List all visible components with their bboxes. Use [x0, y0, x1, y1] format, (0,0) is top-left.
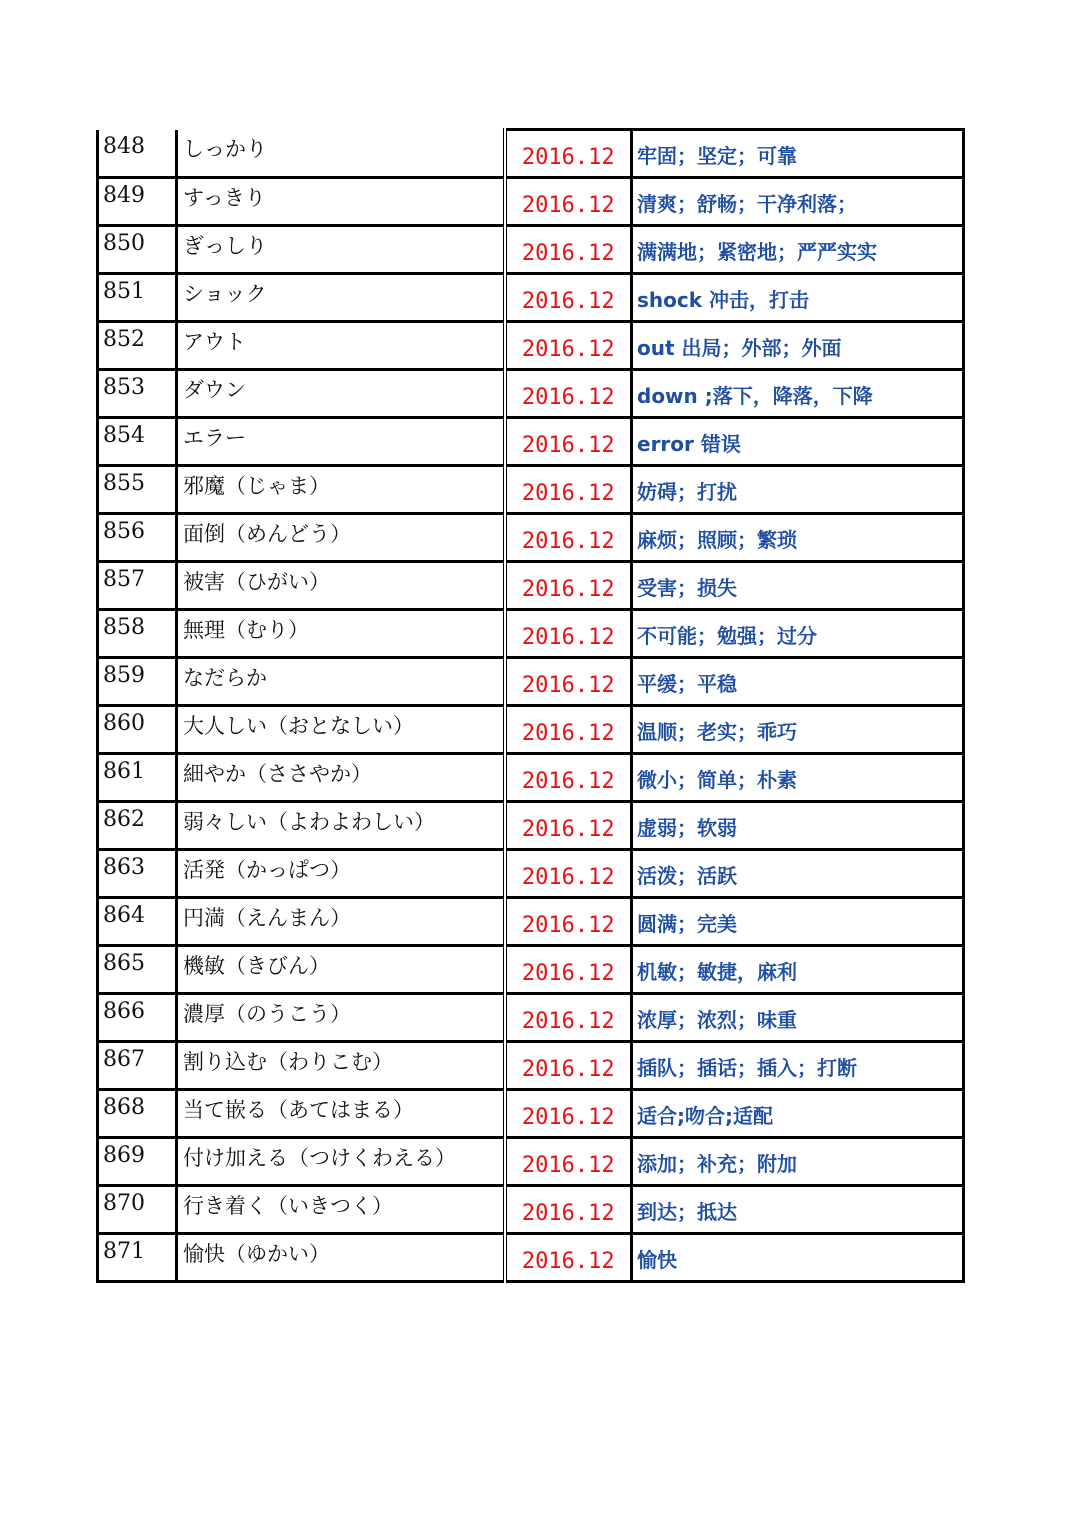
chinese-meaning: 不可能；勉强；过分 [632, 610, 964, 658]
japanese-word: エラー [177, 418, 505, 466]
chinese-meaning: 适合;吻合;适配 [632, 1090, 964, 1138]
entry-number: 858 [98, 610, 177, 658]
table-row [98, 1186, 964, 1234]
entry-date: 2016.12 [505, 802, 632, 850]
table-row [98, 1090, 964, 1138]
entry-date: 2016.12 [505, 1138, 632, 1186]
chinese-meaning: 妨碍；打扰 [632, 466, 964, 514]
entry-date: 2016.12 [505, 850, 632, 898]
table-row [98, 562, 964, 610]
japanese-word: 機敏（きびん） [177, 946, 505, 994]
table-row [98, 370, 964, 418]
japanese-word: 無理（むり） [177, 610, 505, 658]
vocabulary-table-body [98, 130, 964, 1282]
chinese-meaning: 微小；简单；朴素 [632, 754, 964, 802]
chinese-meaning: 平缓；平稳 [632, 658, 964, 706]
entry-number: 854 [98, 418, 177, 466]
table-row [98, 226, 964, 274]
entry-date: 2016.12 [505, 466, 632, 514]
entry-date: 2016.12 [505, 322, 632, 370]
table-row [98, 274, 964, 322]
japanese-word: 当て嵌る（あてはまる） [177, 1090, 505, 1138]
entry-number: 862 [98, 802, 177, 850]
entry-number: 855 [98, 466, 177, 514]
japanese-word: 付け加える（つけくわえる） [177, 1138, 505, 1186]
table-row [98, 994, 964, 1042]
japanese-word: 被害（ひがい） [177, 562, 505, 610]
table-row [98, 754, 964, 802]
chinese-meaning: 愉快 [632, 1234, 964, 1282]
table-row [98, 658, 964, 706]
chinese-meaning: down ;落下，降落，下降 [632, 370, 964, 418]
japanese-word: 割り込む（わりこむ） [177, 1042, 505, 1090]
table-row [98, 178, 964, 226]
entry-number: 852 [98, 322, 177, 370]
table-row [98, 514, 964, 562]
japanese-word: 邪魔（じゃま） [177, 466, 505, 514]
japanese-word: しっかり [177, 130, 505, 178]
chinese-meaning: 活泼；活跃 [632, 850, 964, 898]
table-row [98, 1138, 964, 1186]
entry-date: 2016.12 [505, 994, 632, 1042]
entry-number: 859 [98, 658, 177, 706]
entry-date: 2016.12 [505, 946, 632, 994]
japanese-word: なだらか [177, 658, 505, 706]
japanese-word: 円満（えんまん） [177, 898, 505, 946]
table-row [98, 1042, 964, 1090]
chinese-meaning: 满满地；紧密地；严严实实 [632, 226, 964, 274]
japanese-word: 大人しい（おとなしい） [177, 706, 505, 754]
table-row [98, 706, 964, 754]
chinese-meaning: 受害；损失 [632, 562, 964, 610]
japanese-word: ショック [177, 274, 505, 322]
table-row [98, 418, 964, 466]
entry-number: 860 [98, 706, 177, 754]
table-row [98, 946, 964, 994]
entry-number: 868 [98, 1090, 177, 1138]
entry-date: 2016.12 [505, 1042, 632, 1090]
entry-date: 2016.12 [505, 514, 632, 562]
chinese-meaning: 浓厚；浓烈；味重 [632, 994, 964, 1042]
entry-date: 2016.12 [505, 658, 632, 706]
entry-number: 861 [98, 754, 177, 802]
entry-number: 870 [98, 1186, 177, 1234]
entry-number: 850 [98, 226, 177, 274]
chinese-meaning: 麻烦；照顾；繁琐 [632, 514, 964, 562]
entry-number: 853 [98, 370, 177, 418]
table-row [98, 898, 964, 946]
japanese-word: すっきり [177, 178, 505, 226]
entry-number: 863 [98, 850, 177, 898]
table-row [98, 322, 964, 370]
table-row [98, 466, 964, 514]
entry-number: 848 [98, 130, 177, 178]
entry-number: 849 [98, 178, 177, 226]
entry-number: 856 [98, 514, 177, 562]
chinese-meaning: 圆满；完美 [632, 898, 964, 946]
entry-date: 2016.12 [505, 178, 632, 226]
entry-number: 857 [98, 562, 177, 610]
chinese-meaning: 机敏；敏捷，麻利 [632, 946, 964, 994]
entry-date: 2016.12 [505, 706, 632, 754]
table-row [98, 850, 964, 898]
chinese-meaning: 插队；插话；插入；打断 [632, 1042, 964, 1090]
table-row [98, 1234, 964, 1282]
table-row [98, 130, 964, 178]
entry-date: 2016.12 [505, 274, 632, 322]
japanese-word: 面倒（めんどう） [177, 514, 505, 562]
japanese-word: ぎっしり [177, 226, 505, 274]
entry-number: 866 [98, 994, 177, 1042]
entry-date: 2016.12 [505, 898, 632, 946]
entry-date: 2016.12 [505, 130, 632, 178]
chinese-meaning: 添加；补充；附加 [632, 1138, 964, 1186]
japanese-word: 弱々しい（よわよわしい） [177, 802, 505, 850]
japanese-word: 愉快（ゆかい） [177, 1234, 505, 1282]
chinese-meaning: 到达；抵达 [632, 1186, 964, 1234]
entry-number: 865 [98, 946, 177, 994]
entry-date: 2016.12 [505, 754, 632, 802]
chinese-meaning: error 错误 [632, 418, 964, 466]
japanese-word: ダウン [177, 370, 505, 418]
japanese-word: 活発（かっぱつ） [177, 850, 505, 898]
entry-date: 2016.12 [505, 418, 632, 466]
japanese-word: 細やか（ささやか） [177, 754, 505, 802]
chinese-meaning: out 出局；外部；外面 [632, 322, 964, 370]
entry-number: 851 [98, 274, 177, 322]
chinese-meaning: 温顺；老实；乖巧 [632, 706, 964, 754]
entry-date: 2016.12 [505, 226, 632, 274]
chinese-meaning: 牢固；坚定；可靠 [632, 130, 964, 178]
entry-number: 864 [98, 898, 177, 946]
japanese-word: 濃厚（のうこう） [177, 994, 505, 1042]
entry-number: 869 [98, 1138, 177, 1186]
japanese-word: 行き着く（いきつく） [177, 1186, 505, 1234]
entry-number: 871 [98, 1234, 177, 1282]
vocabulary-table [96, 128, 965, 1283]
entry-date: 2016.12 [505, 1234, 632, 1282]
table-row [98, 610, 964, 658]
entry-number: 867 [98, 1042, 177, 1090]
entry-date: 2016.12 [505, 610, 632, 658]
chinese-meaning: 清爽；舒畅；干净利落； [632, 178, 964, 226]
japanese-word: アウト [177, 322, 505, 370]
entry-date: 2016.12 [505, 562, 632, 610]
entry-date: 2016.12 [505, 370, 632, 418]
chinese-meaning: 虚弱；软弱 [632, 802, 964, 850]
entry-date: 2016.12 [505, 1186, 632, 1234]
chinese-meaning: shock 冲击，打击 [632, 274, 964, 322]
table-row [98, 802, 964, 850]
entry-date: 2016.12 [505, 1090, 632, 1138]
